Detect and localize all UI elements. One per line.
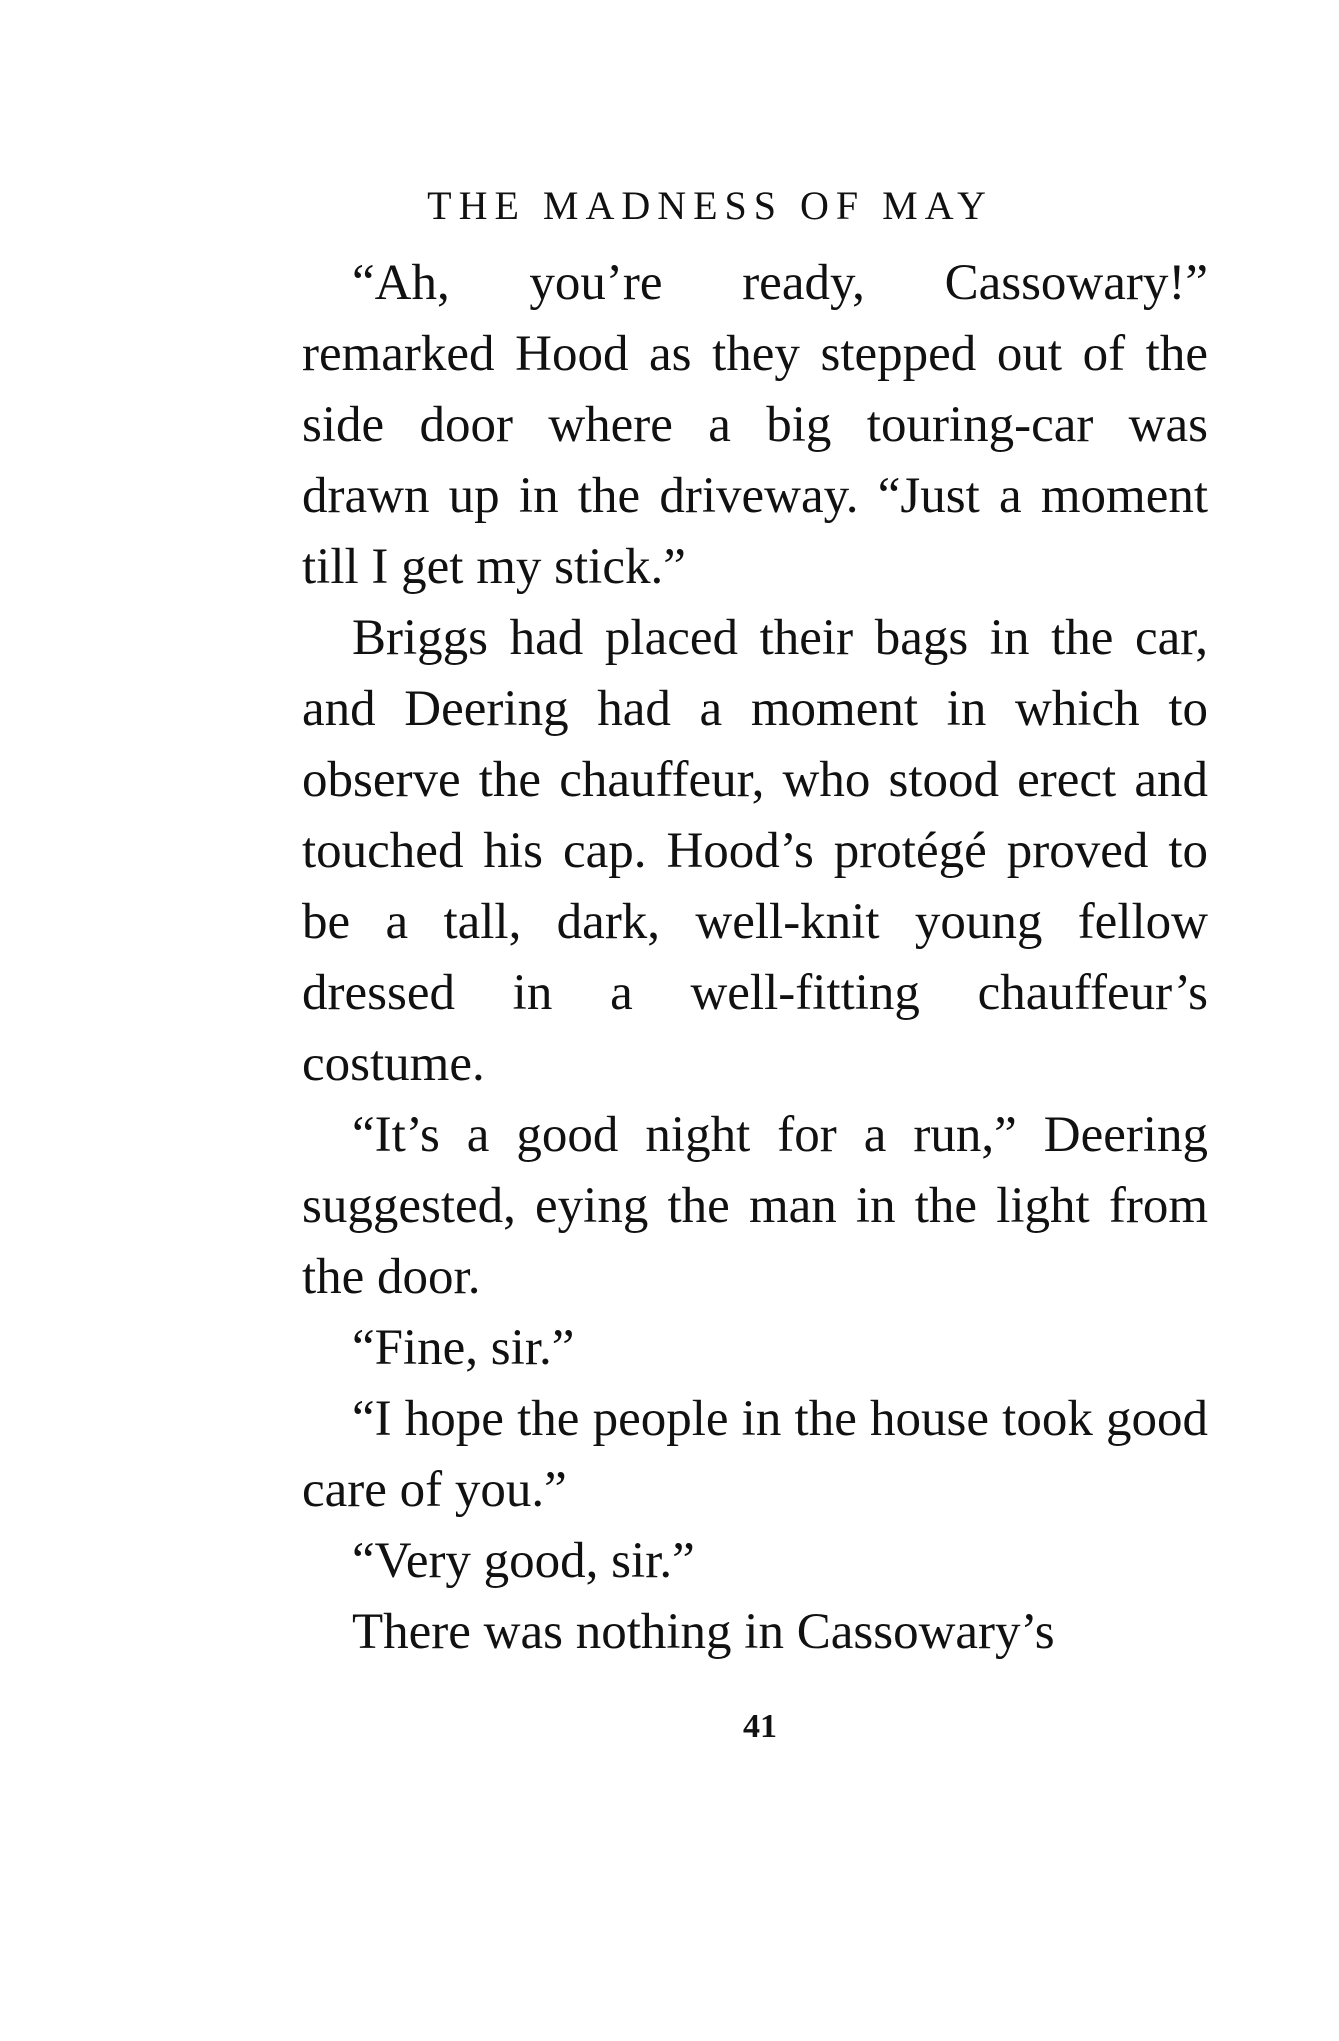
paragraph: Briggs had placed their bags in the car, and Deering had a moment in which to observe the chauffeur, who stood erect and touched his cap. Hood’s protégé proved to be a tall, dark, well-knit young fellow dressed in a well-fitting chauffeur’s costume. xyxy=(302,610,1208,1092)
paragraph: “Very good, sir.” xyxy=(352,1533,695,1589)
running-header: THE MADNESS OF MAY xyxy=(427,183,993,228)
paragraph: “Fine, sir.” xyxy=(352,1320,575,1376)
paragraph: “I hope the people in the house took good care of you.” xyxy=(302,1391,1208,1518)
paragraph: “It’s a good night for a run,” Deering suggested, eying the man in the light from the door. xyxy=(302,1107,1208,1305)
page-number: 41 xyxy=(743,1708,777,1745)
paragraph: There was nothing in Cassowary’s xyxy=(352,1604,1055,1660)
body-text xyxy=(302,248,1208,1668)
paragraph: “Ah, you’re ready, Cassowary!” remarked Hood as they stepped out of the side door where a big touring-car was drawn up in the driveway. “Just a moment till I get my stick.” xyxy=(302,255,1208,595)
